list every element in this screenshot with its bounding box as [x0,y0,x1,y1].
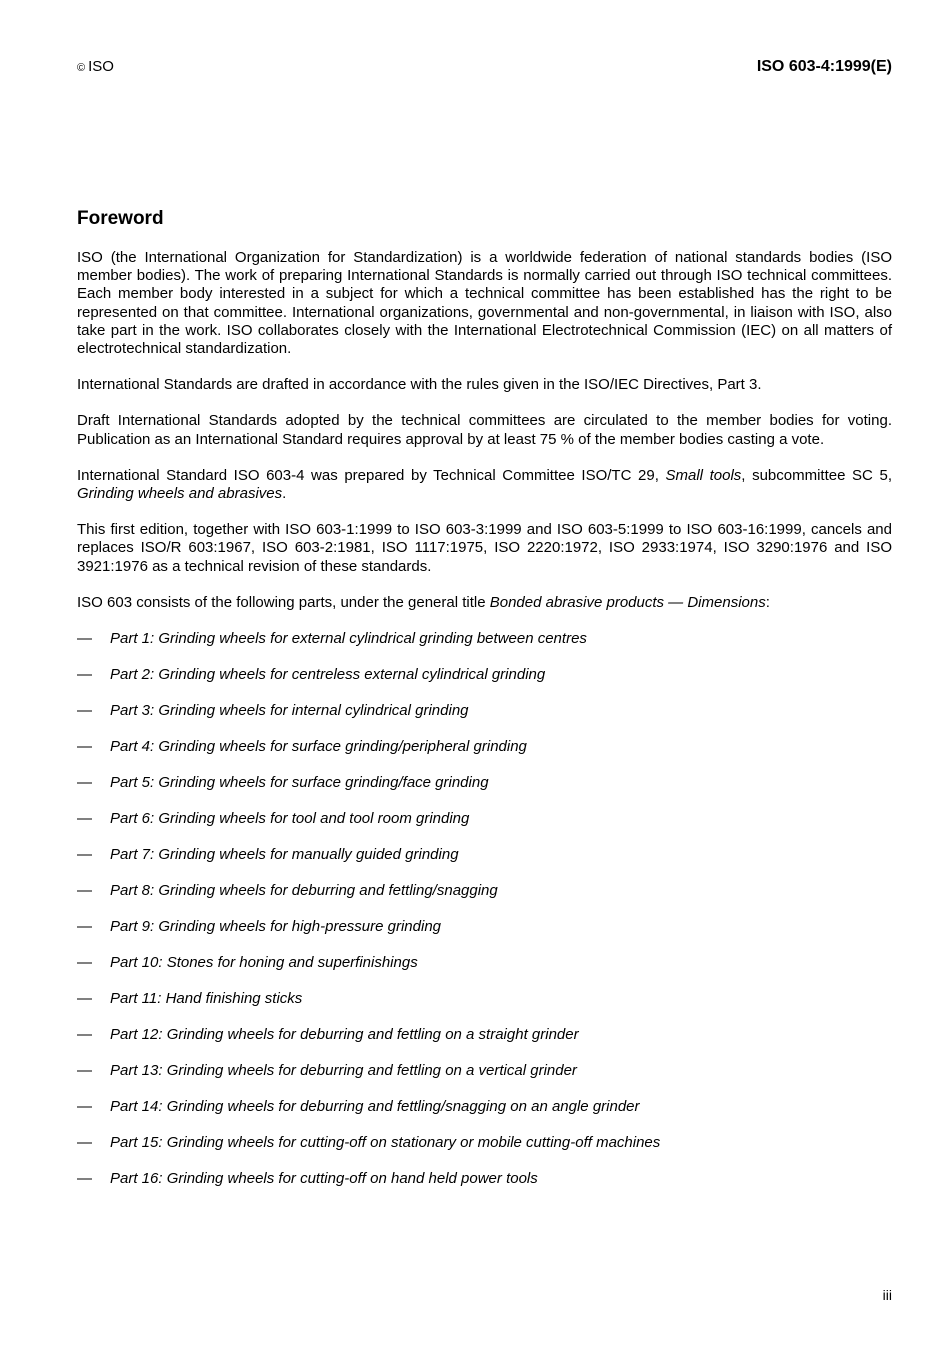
parts-intro-colon: : [765,593,770,611]
preparation-text-2: , subcommittee SC 5, [741,466,892,484]
list-item [77,810,892,846]
list-item [77,774,892,810]
part-title: Part 11: Hand finishing sticks [110,990,303,1008]
list-dash: — [77,990,92,1008]
list-dash: — [77,702,92,720]
copyright-symbol: © [77,62,86,74]
part-title: Part 9: Grinding wheels for high-pressure grinding [110,918,442,936]
part-title: Part 5: Grinding wheels for surface grinding/face grinding [110,774,489,792]
part-title: Part 12: Grinding wheels for deburring and fettling on a straight grinder [110,1026,579,1044]
part-title: Part 1: Grinding wheels for external cylindrical grinding between centres [110,630,587,648]
list-dash: — [77,738,92,756]
parts-list [77,630,892,1206]
list-dash: — [77,1134,92,1152]
paragraph-drafting-rules: International Standards are drafted in accordance with the rules given in the ISO/IEC Directives, Part 3. [77,376,762,394]
list-item [77,1134,892,1170]
part-title: Part 16: Grinding wheels for cutting-off on hand held power tools [110,1170,538,1188]
section-title: Foreword [77,208,164,229]
list-item [77,1098,892,1134]
list-item [77,1026,892,1062]
parts-general-title: Bonded abrasive products — Dimensions [489,593,766,611]
part-title: Part 4: Grinding wheels for surface grinding/peripheral grinding [110,738,527,756]
list-dash: — [77,954,92,972]
paragraph-parts-intro [77,594,892,612]
list-dash: — [77,774,92,792]
list-item [77,738,892,774]
part-title: Part 6: Grinding wheels for tool and tool room grinding [110,810,470,828]
list-item [77,630,892,666]
list-dash: — [77,1062,92,1080]
header-copyright [77,58,114,75]
paragraph-voting: Draft International Standards adopted by the technical committees are circulated to the member bodies for voting. Publication as an International Standard requires approval by at least 75 % of the member bodies casting a vote. [77,412,892,448]
preparation-text-1: International Standard ISO 603-4 was prepared by Technical Committee ISO/TC 29, [77,466,666,484]
list-item [77,954,892,990]
paragraph-edition: This first edition, together with ISO 603-1:1999 to ISO 603-3:1999 and ISO 603-5:1999 to ISO 603-16:1999, cancels and replaces ISO/R 603:1967, ISO 603-2:1981, ISO 1117:1975, ISO 2220:1972, ISO 2933:1974, ISO 3290:1976 and ISO 3921:1976 as a technical revision of these standards. [77,521,892,575]
preparation-subcommittee-title: Grinding wheels and abrasives [77,485,283,503]
page-number: iii [882,1287,892,1303]
list-item [77,990,892,1026]
part-title: Part 15: Grinding wheels for cutting-off on stationary or mobile cutting-off machines [110,1134,661,1152]
list-dash: — [77,1026,92,1044]
list-item [77,702,892,738]
foreword-section [77,207,892,1206]
part-title: Part 8: Grinding wheels for deburring and fettling/snagging [110,882,498,900]
list-item [77,846,892,882]
part-title: Part 10: Stones for honing and superfinishings [110,954,418,972]
part-title: Part 14: Grinding wheels for deburring and fettling/snagging on an angle grinder [110,1098,640,1116]
list-dash: — [77,666,92,684]
parts-intro-text: ISO 603 consists of the following parts, under the general title [77,593,490,611]
part-title: Part 7: Grinding wheels for manually guided grinding [110,846,459,864]
list-dash: — [77,846,92,864]
list-dash: — [77,882,92,900]
part-title: Part 13: Grinding wheels for deburring and fettling on a vertical grinder [110,1062,577,1080]
preparation-committee-title: Small tools [665,466,742,484]
paragraph-preparation [77,467,892,503]
header-doc-id: ISO 603-4:1999(E) [756,58,892,75]
copyright-org: ISO [88,58,114,75]
list-item [77,1062,892,1098]
part-title: Part 3: Grinding wheels for internal cylindrical grinding [110,702,469,720]
list-dash: — [77,918,92,936]
list-item [77,1170,892,1206]
list-item [77,918,892,954]
preparation-text-3: . [282,485,287,503]
list-dash: — [77,630,92,648]
list-dash: — [77,810,92,828]
list-dash: — [77,1098,92,1116]
paragraph-iso-intro: ISO (the International Organization for Standardization) is a worldwide federation of national standards bodies (ISO member bodies). The work of preparing International Standards is normally carried out through ISO technical committees. Each member body interested in a subject for which a technical committee has been established has the right to be represented on that committee. International organizations, governmental and non-governmental, in liaison with ISO, also take part in the work. ISO collaborates closely with the International Electrotechnical Commission (IEC) on all matters of electrotechnical standardization. [77,249,892,358]
list-item [77,882,892,918]
list-dash: — [77,1170,92,1188]
list-item [77,666,892,702]
part-title: Part 2: Grinding wheels for centreless external cylindrical grinding [110,666,546,684]
